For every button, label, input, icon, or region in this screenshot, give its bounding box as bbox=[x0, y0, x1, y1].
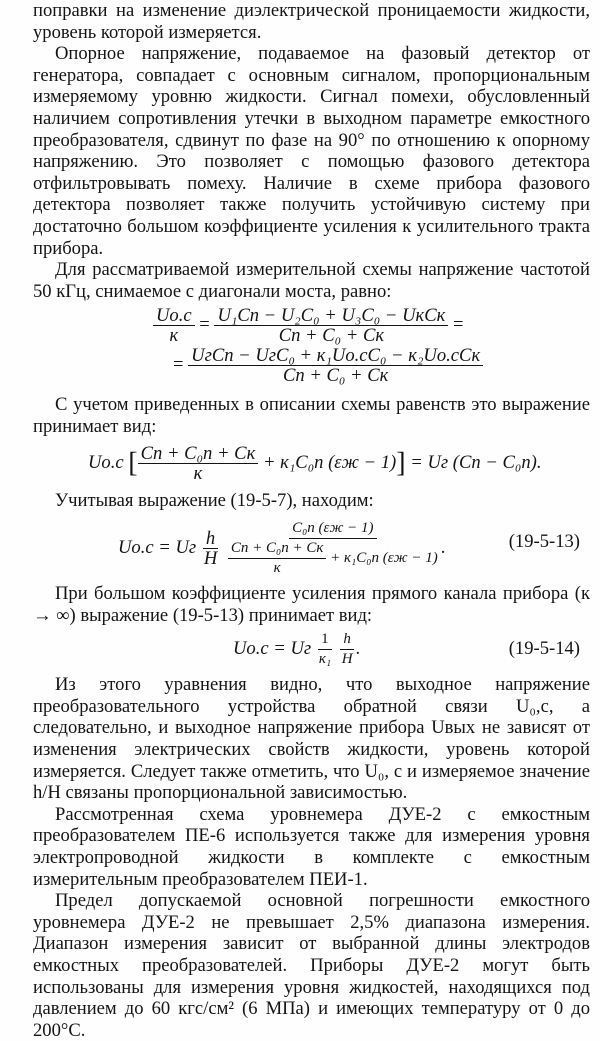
eq3-inner-den: к bbox=[273, 560, 281, 577]
eq3-big-num: C₀п (εж − 1) bbox=[292, 520, 374, 537]
eq3-inner-num: Cп + C₀п + Cк bbox=[230, 540, 324, 557]
eq1-rhs1-num: U₁Cп − U₂C₀ + U₃C₀ − UкCк bbox=[217, 305, 446, 327]
paragraph-9: Предел допускаемой основной погрешности емкостного уровнемера ДУЕ-2 не превышает 2,5% диапазона измерения. Диапазон измерения зависит от выбранной длины электродов емкостных преобразователей. Приборы ДУЕ-2 могут быть использованы для измерения уровня жидкостей, находящихся под давлением до 60 кгс/см² (6 МПа) и имеющих температуру от 0 до 200°С. bbox=[33, 890, 590, 1041]
paragraph-2: Опорное напряжение, подаваемое на фазовый детектор от генератора, совпадает с основным сигналом, пропорциональным измеряемому уровню жидкости. Сигнал помехи, обусловленный наличием сопротивления утечки в выходном параметре емкостного преобразователя, сдвинут по фазе на 90° по отношению к опорному напряжению. Это позволяет с помощью фазового детектора отфильтровывать помеху. Наличие в схеме прибора фазового детектора позволяет также получить устойчивую систему при достаточно большом коэффициенте усиления к усилительного тракта прибора. bbox=[33, 43, 590, 259]
equation-3: Uo.c = Uг $\frac{h}{H}$ C₀п (εж − 1) $\frac{\text{Cп + C₀п + Cк}}{к}$ + к₁C₀п (εж − 1) . (19-5-13) bbox=[118, 520, 580, 577]
paragraph-7: Из этого уравнения видно, что выходное напряжение преобразовательного устройства обратной связи U₀,c, а следовательно, и выходное напряжение прибора Uвых не зависят от изменения электрических свойств жидкости, уровень которой измеряется. Следует также отметить, что U₀, c и измеряемое значение h/H связаны пропорциональной зависимостью. bbox=[33, 674, 590, 804]
paragraph-1: поправки на изменение диэлектрической проницаемости жидкости, уровень которой измеряется. bbox=[33, 0, 590, 43]
eq4-k1: к₁ bbox=[318, 651, 332, 668]
eq2-right: = Uг (Cп − C₀п). bbox=[410, 451, 542, 473]
eq1-rhs2-den: Cп + C₀ + Cк bbox=[282, 365, 389, 387]
equation-number-19-5-13: (19-5-13) bbox=[508, 531, 580, 553]
eq4-one: 1 bbox=[318, 630, 332, 650]
eq4-H: H bbox=[341, 651, 353, 668]
eq4-left: Uo.c = Uг bbox=[233, 638, 312, 660]
eq1-rhs1-den: Cп + C₀ + Cк bbox=[278, 325, 385, 347]
eq2-frac-num: Cп + C₀п + Cк bbox=[140, 442, 256, 464]
paragraph-4: С учетом приведенных в описании схемы равенств это выражение принимает вид: bbox=[33, 394, 590, 437]
paragraph-6: При большом коэффициенте усиления прямого канала прибора (к → ∞) выражение (19-5-13) принимает вид: bbox=[33, 583, 590, 626]
eq3-inner-tail: + к₁C₀п (εж − 1) bbox=[330, 550, 438, 567]
eq1-lhs-num: Uo.c bbox=[156, 305, 192, 327]
eq3-hh-num: h bbox=[205, 528, 216, 550]
eq1-rhs2-num: UгCп − UгC₀ + к₁Uo.cC₀ − к₂Uo.cCк bbox=[191, 345, 481, 367]
eq3-left: Uo.c = Uг bbox=[118, 536, 197, 558]
paragraph-8: Рассмотренная схема уровнемера ДУЕ-2 с емкостным преобразователем ПЕ-6 используется также для измерения уровня электропроводной жидкости в комплекте с емкостным измерительным преобразователем ПЕИ-1. bbox=[33, 803, 590, 890]
paragraph-5: Учитывая выражение (19-5-7), находим: bbox=[55, 489, 374, 511]
paragraph-3: Для рассматриваемой измерительной схемы напряжение частотой 50 кГц, снимаемое с диагонали моста, равно: bbox=[33, 259, 590, 302]
eq1-lhs-den: к bbox=[169, 325, 179, 347]
equation-4: Uo.c = Uг $\frac{1}{\text{к₁}}$ $\frac{h}{H}$ . (19-5-14) bbox=[233, 631, 580, 668]
eq2-left: Uo.c bbox=[88, 451, 124, 473]
eq3-hh-den: H bbox=[203, 548, 218, 570]
eq2-mid: + к₁C₀п (εж − 1) bbox=[262, 451, 397, 473]
equation-number-19-5-14: (19-5-14) bbox=[508, 638, 580, 660]
eq4-h: h bbox=[343, 631, 351, 648]
eq2-frac-den: к bbox=[193, 462, 203, 484]
equation-1: $\frac{Uo.c}{к}$ = $\frac{\text{U₁Cп − U₂C₀ + U₃C₀ − UкCк}}{\text{Cп + C₀ + Cк}}$ = = $\frac{\text{UгCп − UгC₀ + к₁Uo.cC₀ − к₂Uo.cCк}}{\text{Cп + C₀ + Cк}}$ bbox=[33, 302, 590, 386]
equation-2: Uo.c [ $\frac{\text{Cп + C₀п + Cк}}{к}$ + к₁C₀п (εж − 1)] = Uг (Cп − C₀п). bbox=[88, 442, 542, 484]
